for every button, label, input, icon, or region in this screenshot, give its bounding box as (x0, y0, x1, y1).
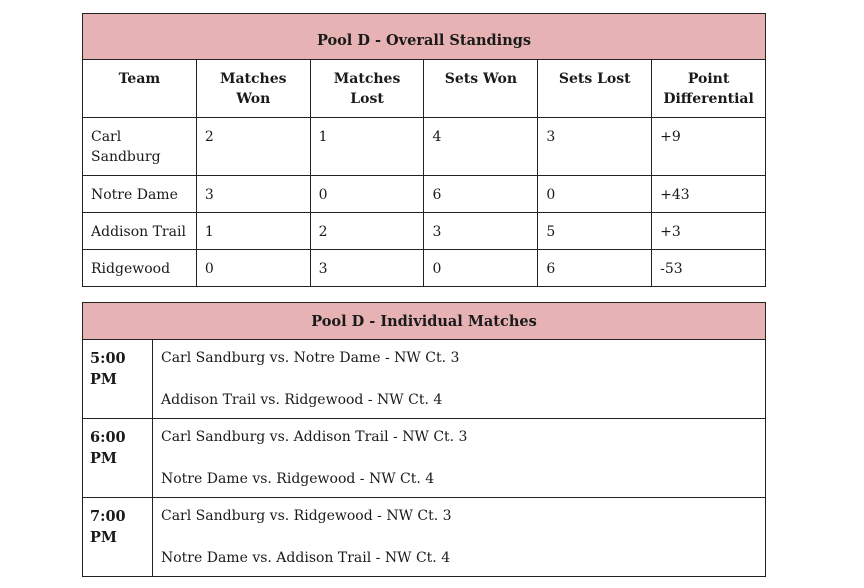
table-row (83, 250, 766, 287)
matches-lost-cell: 1 (310, 118, 424, 176)
matches-won-cell: 0 (196, 250, 310, 287)
sets-won-cell: 0 (424, 250, 538, 287)
column-header: Point Differential (652, 60, 766, 118)
games-cell (153, 340, 766, 419)
match-item: Carl Sandburg vs. Notre Dame - NW Ct. 3 (161, 350, 460, 366)
sets-lost-cell: 3 (538, 118, 652, 176)
column-header: Team (83, 60, 197, 118)
standings-table (82, 13, 766, 287)
matches-lost-cell: 3 (310, 250, 424, 287)
team-cell: Ridgewood (83, 250, 197, 287)
column-header: Sets Won (424, 60, 538, 118)
sets-won-cell: 4 (424, 118, 538, 176)
matches-won-cell: 2 (196, 118, 310, 176)
match-item: Addison Trail vs. Ridgewood - NW Ct. 4 (161, 392, 443, 408)
match-slot-row (83, 498, 766, 577)
matches-title: Pool D - Individual Matches (83, 303, 766, 340)
matches-lost-cell: 2 (310, 213, 424, 250)
point-differential-cell: +3 (652, 213, 766, 250)
match-slot-row (83, 419, 766, 498)
sets-lost-cell: 0 (538, 176, 652, 213)
games-cell (153, 498, 766, 577)
point-differential-cell: -53 (652, 250, 766, 287)
sets-lost-cell: 5 (538, 213, 652, 250)
column-header: Matches Lost (310, 60, 424, 118)
table-row (83, 176, 766, 213)
match-item: Notre Dame vs. Ridgewood - NW Ct. 4 (161, 471, 435, 487)
time-cell: 5:00 PM (83, 340, 153, 419)
time-cell: 6:00 PM (83, 419, 153, 498)
match-item: Notre Dame vs. Addison Trail - NW Ct. 4 (161, 550, 451, 566)
matches-won-cell: 1 (196, 213, 310, 250)
sets-won-cell: 3 (424, 213, 538, 250)
match-item: Carl Sandburg vs. Addison Trail - NW Ct. 3 (161, 429, 468, 445)
matches-table (82, 302, 766, 577)
column-header: Matches Won (196, 60, 310, 118)
team-cell: Notre Dame (83, 176, 197, 213)
standings-title: Pool D - Overall Standings (83, 14, 766, 60)
sets-won-cell: 6 (424, 176, 538, 213)
team-cell: Addison Trail (83, 213, 197, 250)
matches-lost-cell: 0 (310, 176, 424, 213)
point-differential-cell: +9 (652, 118, 766, 176)
standings-header-row (83, 60, 766, 118)
matches-won-cell: 3 (196, 176, 310, 213)
sets-lost-cell: 6 (538, 250, 652, 287)
team-cell: Carl Sandburg (83, 118, 197, 176)
table-row (83, 118, 766, 176)
column-header: Sets Lost (538, 60, 652, 118)
match-slot-row (83, 340, 766, 419)
time-cell: 7:00 PM (83, 498, 153, 577)
point-differential-cell: +43 (652, 176, 766, 213)
table-row (83, 213, 766, 250)
match-item: Carl Sandburg vs. Ridgewood - NW Ct. 3 (161, 508, 452, 524)
games-cell (153, 419, 766, 498)
